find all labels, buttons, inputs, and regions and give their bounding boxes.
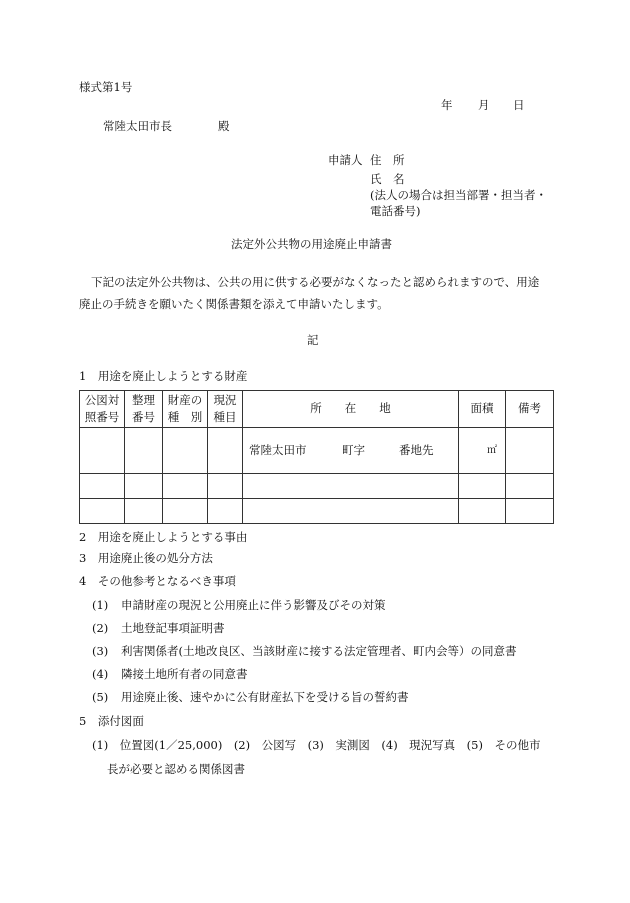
section5-line2: 長が必要と認める関係図書: [107, 762, 245, 776]
list-item-text: 土地登記事項証明書: [121, 621, 225, 635]
header-serial: 整理 番号: [125, 391, 163, 428]
body-line1: 下記の法定外公共物は、公共の用に供する必要がなくなったと認められますので、用途: [91, 275, 540, 289]
list-item-num: (3): [92, 644, 109, 658]
cell-map-ref: [80, 428, 125, 474]
addressee-name: 常陸太田市長: [103, 119, 172, 133]
cell-current-category: [208, 428, 243, 474]
table-row: [80, 499, 554, 524]
header-area: 面積: [459, 391, 506, 428]
list-item-text: 申請財産の現況と公用廃止に伴う影響及びその対策: [121, 598, 386, 612]
cell-property-type: [163, 428, 208, 474]
cell-remarks: [506, 428, 554, 474]
section2-heading: 2 用途を廃止しようとする事由: [79, 530, 248, 544]
section5-line1: (1) 位置図(1／25,000) (2) 公図写 (3) 実測図 (4) 現況写真 (5) その他市: [92, 738, 541, 752]
date-year: 年: [441, 98, 453, 112]
header-remarks: 備考: [506, 391, 554, 428]
applicant-note-line2: 電話番号): [370, 204, 421, 218]
table-header-row: [80, 391, 554, 428]
header-map-ref: 公図対 照番号: [80, 391, 125, 428]
list-item-text: 利害関係者(土地改良区、当該財産に接する法定管理者、町内会等）の同意書: [121, 644, 517, 658]
list-item-num: (2): [92, 621, 109, 635]
form-number: 様式第1号: [79, 80, 133, 94]
body-line2: 廃止の手続きを願いたく関係書類を添えて申請いたします。: [79, 297, 389, 311]
applicant-note-line1: (法人の場合は担当部署・担当者・: [370, 188, 547, 202]
section3-heading: 3 用途廃止後の処分方法: [79, 551, 213, 565]
date-day: 日: [513, 98, 525, 112]
header-current-category: 現況 種目: [208, 391, 243, 428]
property-table: [79, 390, 554, 524]
ki-heading: 記: [307, 333, 319, 347]
applicant-address-label: 住 所: [370, 153, 405, 167]
section1-heading: 1 用途を廃止しようとする財産: [79, 369, 248, 383]
document-title: 法定外公共物の用途廃止申請書: [231, 237, 392, 251]
location-city: 常陸太田市: [249, 442, 307, 457]
location-town: 町字: [342, 442, 365, 457]
table-row: [80, 428, 554, 474]
list-item-text: 用途廃止後、速やかに公有財産払下を受ける旨の誓約書: [121, 690, 409, 704]
list-item-num: (5): [92, 690, 109, 704]
section4-heading: 4 その他参考となるべき事項: [79, 574, 236, 588]
applicant-label: 申請人: [328, 153, 363, 167]
location-lot: 番地先: [399, 442, 434, 457]
list-item-text: 隣接土地所有者の同意書: [121, 667, 248, 681]
cell-area: ㎡: [459, 428, 506, 474]
list-item-num: (4): [92, 667, 109, 681]
applicant-name-label: 氏 名: [370, 172, 405, 186]
header-location: 所 在 地: [243, 391, 459, 428]
cell-serial: [125, 428, 163, 474]
date-month: 月: [478, 98, 490, 112]
cell-location: [243, 428, 459, 474]
section5-heading: 5 添付図面: [79, 714, 144, 728]
table-row: [80, 474, 554, 499]
addressee-honorific: 殿: [218, 119, 230, 133]
header-property-type: 財産の 種 別: [163, 391, 208, 428]
list-item-num: (1): [92, 598, 109, 612]
